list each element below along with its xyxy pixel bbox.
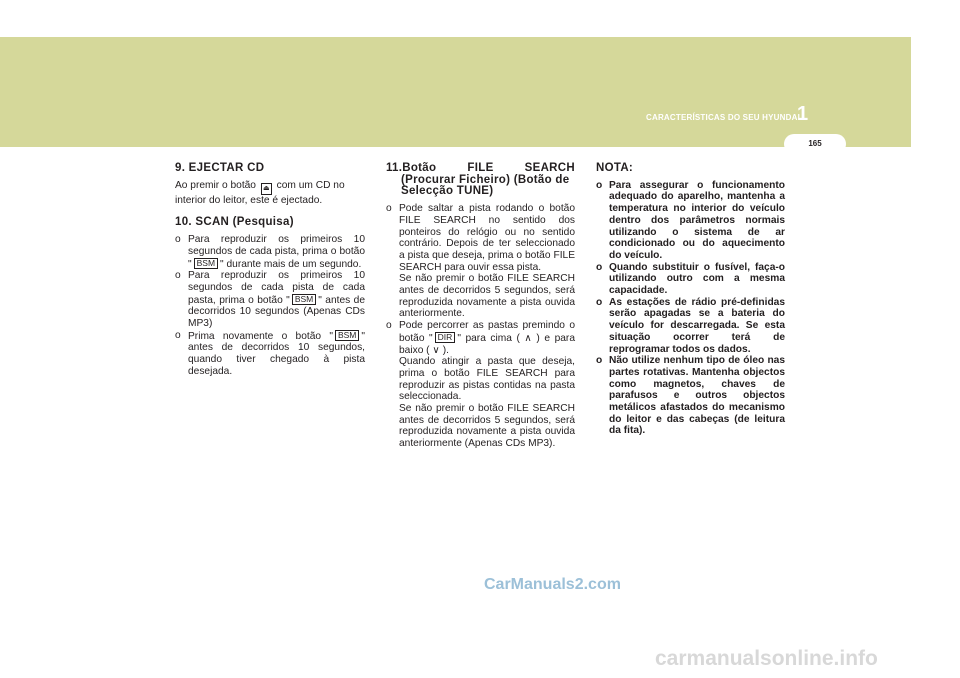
- section-11-heading-part: FILE: [467, 162, 494, 174]
- bullet: o: [175, 329, 181, 341]
- bullet: o: [596, 296, 603, 308]
- bullet: o: [596, 179, 603, 191]
- header-band: [0, 37, 911, 147]
- item-text: Prima novamente o botão ": [188, 330, 333, 342]
- item-text: Se não premir o botão FILE SEARCH antes de decorridos 5 segundos, será reproduzida novamente a pista ouvida anteriormente (Apenas CDs MP3).: [399, 403, 575, 450]
- item-text: Pode percorrer as pastas premindo o botão ": [399, 320, 575, 344]
- dir-button-label: DIR: [435, 332, 456, 343]
- section-11-heading: [386, 163, 575, 198]
- bullet: o: [386, 320, 392, 332]
- column-right: [596, 163, 785, 437]
- bsm-button-label: BSM: [335, 330, 359, 341]
- item-text: " antes de decorridos 10 segundos (Apenas CDs MP3): [188, 294, 366, 330]
- note-item: [596, 262, 785, 297]
- note-heading: NOTA:: [596, 162, 634, 174]
- list-item: [175, 330, 365, 378]
- note-text: Não utilize nenhum tipo de óleo nas partes rotativas. Mantenha objectos como magnetos, chaves de parafusos e outros objectos metálicos afastados do mecanismo do leitor e das cabeças (de leitura da fita).: [609, 355, 785, 437]
- item-text: " antes de decorridos 10 segundos, quando tiver chegado à pista desejada.: [188, 330, 365, 377]
- watermark-carmanualsonline[interactable]: carmanualsonline.info: [655, 647, 878, 670]
- bullet: o: [596, 261, 603, 273]
- list-item: [386, 320, 575, 450]
- watermark-carmanuals2[interactable]: CarManuals2.com: [484, 576, 621, 593]
- note-item: [596, 297, 785, 356]
- section-11-heading-line2: (Procurar Ficheiro) (Botão de: [401, 173, 570, 186]
- bullet: o: [175, 234, 181, 246]
- item-text: Quando atingir a pasta que deseja, prima o botão FILE SEARCH para reproduzir as pistas contidas na pasta seleccionada.: [399, 356, 575, 403]
- column-left: [175, 163, 365, 378]
- list-item: [175, 234, 365, 270]
- bsm-button-label: BSM: [292, 294, 316, 305]
- section-11-heading-part: 11.Botão: [386, 162, 437, 174]
- item-text: Para reproduzir os primeiros 10 segundos de cada pista de cada pasta, prima o botão ": [188, 270, 365, 306]
- page-number: 165: [808, 139, 822, 148]
- section-9-text-b: com um CD no interior do leitor, este é ejectado.: [175, 179, 345, 206]
- chapter-title: CARACTERÍSTICAS DO SEU HYUNDAI: [645, 113, 800, 122]
- item-text: Se não premir o botão FILE SEARCH antes de decorridos 5 segundos, será reproduzida novamente a pista ouvida anteriormente.: [399, 273, 575, 320]
- chapter-number: 1: [797, 103, 809, 125]
- section-9-text: [175, 180, 365, 207]
- list-item: [175, 270, 365, 330]
- section-9-text-a: Ao premir o botão: [175, 179, 256, 191]
- bullet: o: [175, 270, 181, 282]
- item-text: " para cima ( ∧ ) e para baixo ( ∨ ).: [399, 332, 575, 356]
- item-text: Para reproduzir os primeiros 10 segundos de cada pista, prima o botão ": [188, 234, 365, 270]
- note-item: [596, 180, 785, 262]
- bullet: o: [386, 203, 392, 215]
- list-item: [386, 203, 575, 320]
- note-text: Para assegurar o funcionamento adequado do aparelho, mantenha a temperatura no interior do veículo dentro dos parâmetros normais utilizando o sistema de ar condicionado ou do aquecimento do veículo.: [609, 179, 785, 261]
- section-11-heading-part: SEARCH: [524, 162, 575, 174]
- item-text: " durante mais de um segundo.: [220, 258, 362, 270]
- section-10-heading: 10. SCAN (Pesquisa): [175, 216, 294, 229]
- note-text: Quando substituir o fusível, faça-o utilizando outro com a mesma capacidade.: [609, 261, 785, 297]
- note-text: As estações de rádio pré-definidas serão apagadas se a bateria do veículo for descarregada. Se esta situação ocorrer terá de reprogramar todos os dados.: [609, 296, 785, 355]
- bsm-button-label: BSM: [194, 258, 218, 269]
- section-9-heading: 9. EJECTAR CD: [175, 162, 265, 174]
- bullet: o: [596, 355, 603, 367]
- column-middle: [386, 163, 575, 450]
- item-text: Pode saltar a pista rodando o botão FILE SEARCH no sentido dos ponteiros do relógio ou no sentido contrário. Depois de ter seleccionado a pista que deseja, prima o botão FILE SEARCH para ouvir essa pista.: [399, 203, 575, 273]
- eject-icon: ⏏: [261, 183, 272, 195]
- note-item: [596, 355, 785, 437]
- section-11-heading-line3: Selecção TUNE): [401, 185, 494, 198]
